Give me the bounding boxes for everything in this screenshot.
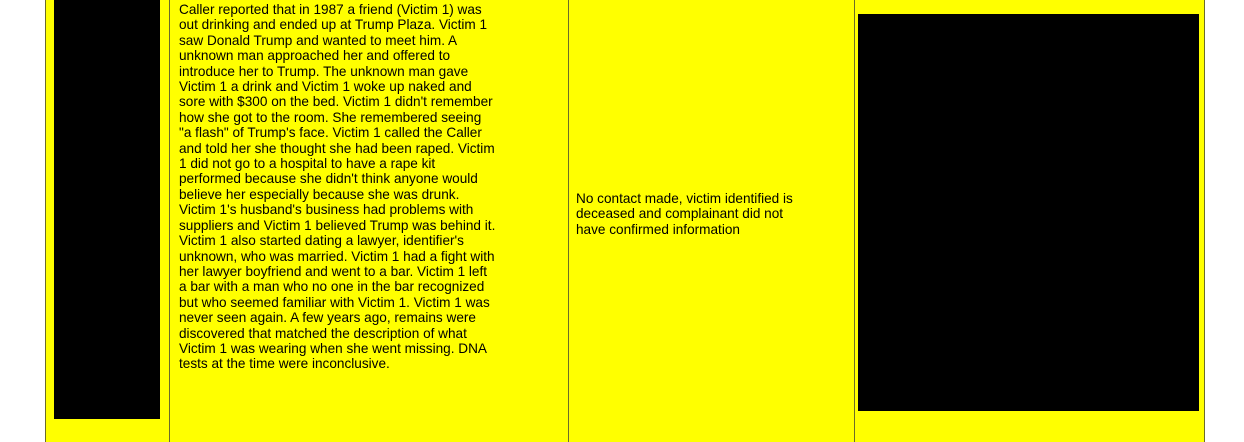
status-cell xyxy=(568,0,854,442)
table-row xyxy=(45,0,1205,442)
id-cell xyxy=(46,0,169,442)
redaction-block xyxy=(54,0,160,419)
notes-cell xyxy=(854,0,1204,442)
description-text: Caller reported that in 1987 a friend (Victim 1) was out drinking and ended up at Trump Plaza. Victim 1 saw Donald Trump and wanted to meet him. A unknown man approached her and offered to introduce her to Trump. The unknown man gave Victim 1 a drink and Victim 1 woke up naked and sore with $300 on the bed. Victim 1 didn't remember how she got to the room. She remembered seeing "a flash" of Trump's face. Victim 1 called the Caller and told her she thought she had been raped. Victim 1 did not go to a hospital to have a rape kit performed because she didn't think anyone would believe her especially because she was drunk. Victim 1's husband's business had problems with suppliers and Victim 1 believed Trump was behind it. Victim 1 also started dating a lawyer, identifier's unknown, who was married. Victim 1 had a fight with her lawyer boyfriend and went to a bar. Victim 1 left a bar with a man who no one in the bar recognized but who seemed familiar with Victim 1. Victim 1 was never seen again. A few years ago, remains were discovered that matched the description of what Victim 1 was wearing when she went missing. DNA tests at the time were inconclusive. xyxy=(179,2,496,372)
status-text: No contact made, victim identified is deceased and complainant did not have confirmed information xyxy=(576,190,793,237)
redaction-block xyxy=(858,14,1199,411)
description-cell xyxy=(169,0,568,442)
